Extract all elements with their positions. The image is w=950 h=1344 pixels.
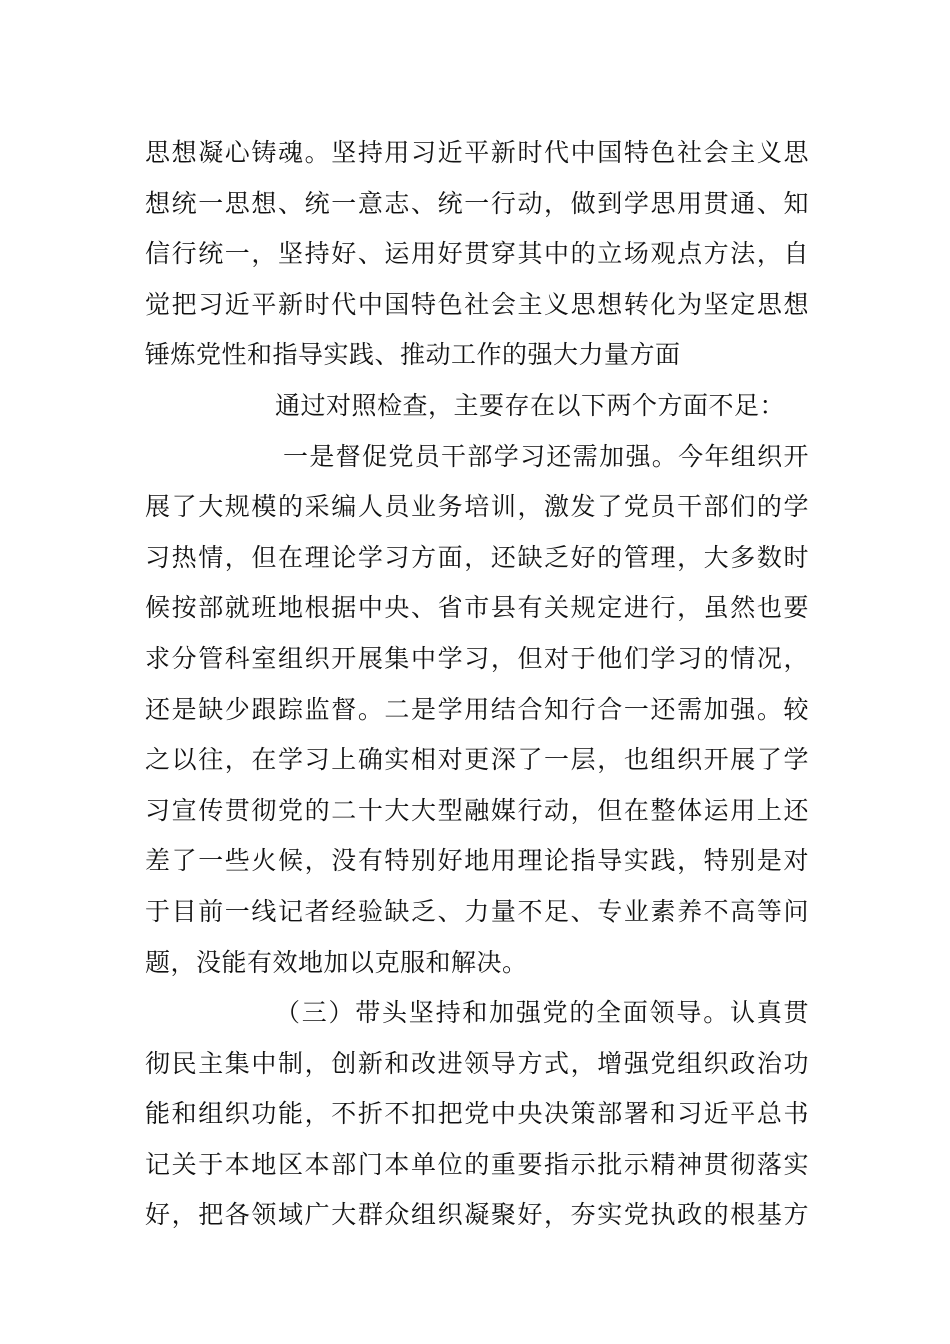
- text-line: 于目前一线记者经验缺乏、力量不足、专业素养不高等问: [145, 896, 809, 926]
- text-line: 锤炼党性和指导实践、推动工作的强大力量方面: [145, 340, 681, 370]
- text-line: 展了大规模的采编人员业务培训，激发了党员干部们的学: [145, 492, 809, 522]
- text-line: 彻民主集中制，创新和改进领导方式，增强党组织政治功: [145, 1048, 809, 1078]
- text-line: 候按部就班地根据中央、省市县有关规定进行，虽然也要: [145, 593, 809, 623]
- text-line: 习热情，但在理论学习方面，还缺乏好的管理，大多数时: [145, 542, 809, 572]
- paragraph-study-thought: [145, 128, 809, 381]
- text-line: 能和组织功能，不折不扣把党中央决策部署和习近平总书: [145, 1099, 809, 1129]
- text-line: 想统一思想、统一意志、统一行动，做到学思用贯通、知: [145, 188, 809, 218]
- paragraph-shortcomings: [145, 432, 809, 989]
- text-line: 还是缺少跟踪监督。二是学用结合知行合一还需加强。较: [145, 694, 809, 724]
- text-line: 记关于本地区本部门本单位的重要指示批示精神贯彻落实: [145, 1149, 809, 1179]
- text-line: 之以往，在学习上确实相对更深了一层，也组织开展了学: [145, 745, 809, 775]
- text-line: 觉把习近平新时代中国特色社会主义思想转化为坚定思想: [145, 289, 809, 319]
- text-line: 求分管科室组织开展集中学习，但对于他们学习的情况，: [145, 643, 809, 673]
- text-line: 通过对照检查，主要存在以下两个方面不足：: [275, 390, 786, 420]
- text-line: 差了一些火候，没有特别好地用理论指导实践，特别是对: [145, 846, 809, 876]
- text-line: 好，把各领域广大群众组织凝聚好，夯实党执政的根基方: [145, 1200, 809, 1230]
- paragraph-review-intro: [145, 381, 809, 432]
- paragraph-party-leadership: [145, 988, 809, 1241]
- text-line: 习宣传贯彻党的二十大大型融媒行动，但在整体运用上还: [145, 795, 809, 825]
- text-line: 一是督促党员干部学习还需加强。今年组织开: [283, 441, 809, 471]
- text-line: 题，没能有效地加以克服和解决。: [145, 947, 528, 977]
- text-line: （三）带头坚持和加强党的全面领导。认真贯: [275, 998, 809, 1028]
- text-line: 信行统一，坚持好、运用好贯穿其中的立场观点方法，自: [145, 239, 809, 269]
- document-body: [145, 128, 809, 1241]
- text-line: 思想凝心铸魂。坚持用习近平新时代中国特色社会主义思: [145, 138, 809, 167]
